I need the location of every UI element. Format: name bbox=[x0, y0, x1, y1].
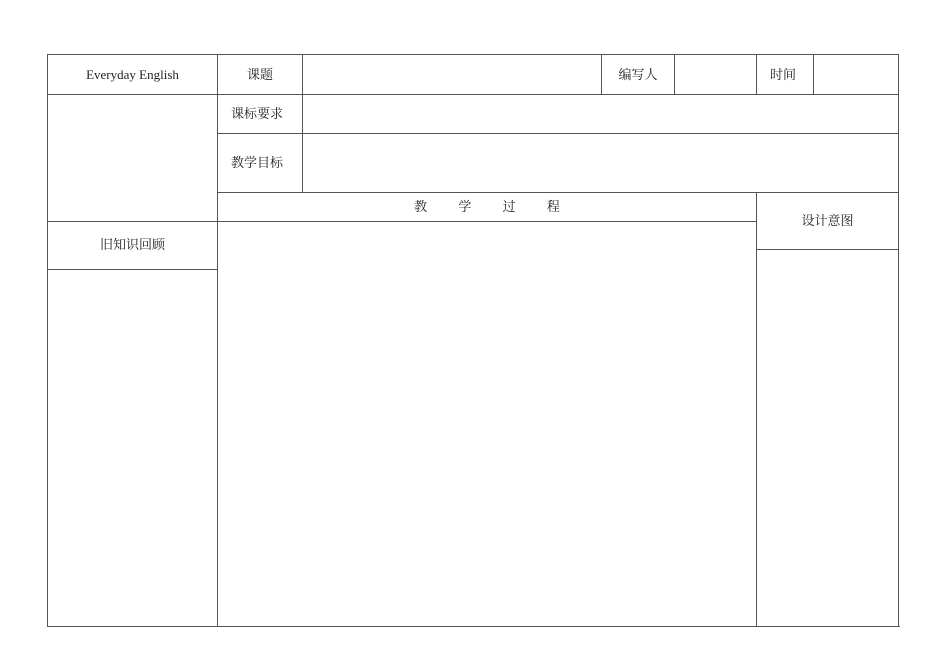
course-name: Everyday English bbox=[86, 67, 179, 82]
author-field[interactable] bbox=[680, 67, 752, 83]
left-block-divider bbox=[47, 221, 217, 222]
review-title: 旧知识回顾 bbox=[99, 237, 165, 252]
review-content-area[interactable] bbox=[52, 276, 212, 620]
process-title-divider bbox=[217, 221, 756, 222]
topic-field[interactable] bbox=[310, 67, 595, 83]
review-title-divider bbox=[47, 269, 217, 270]
standard-label: 课标要求 bbox=[231, 106, 284, 121]
objective-field[interactable] bbox=[310, 155, 890, 171]
table-border-right bbox=[898, 54, 899, 627]
table-border-left bbox=[47, 54, 48, 627]
process-title: 教 学 过 程 bbox=[414, 199, 574, 214]
table-border-top bbox=[47, 54, 899, 55]
author-label-right-divider bbox=[674, 54, 675, 94]
design-title: 设计意图 bbox=[801, 213, 854, 228]
design-title-divider bbox=[756, 249, 899, 250]
objective-row-divider bbox=[217, 192, 899, 193]
time-field[interactable] bbox=[820, 67, 894, 83]
header-row-divider bbox=[47, 94, 899, 95]
time-label-right-divider bbox=[813, 54, 814, 94]
table-border-bottom bbox=[47, 626, 900, 627]
label-column-divider bbox=[302, 54, 303, 192]
standard-row-divider bbox=[217, 133, 899, 134]
time-label-left-divider bbox=[756, 54, 757, 94]
design-column-divider bbox=[756, 192, 757, 627]
process-content-area[interactable] bbox=[222, 228, 750, 620]
standard-field[interactable] bbox=[310, 106, 890, 122]
design-content-area[interactable] bbox=[762, 256, 892, 620]
time-label: 时间 bbox=[770, 67, 797, 82]
topic-label: 课题 bbox=[246, 67, 273, 82]
author-label: 编写人 bbox=[618, 67, 658, 82]
left-column-divider bbox=[217, 54, 218, 627]
objective-label: 教学目标 bbox=[231, 155, 284, 170]
